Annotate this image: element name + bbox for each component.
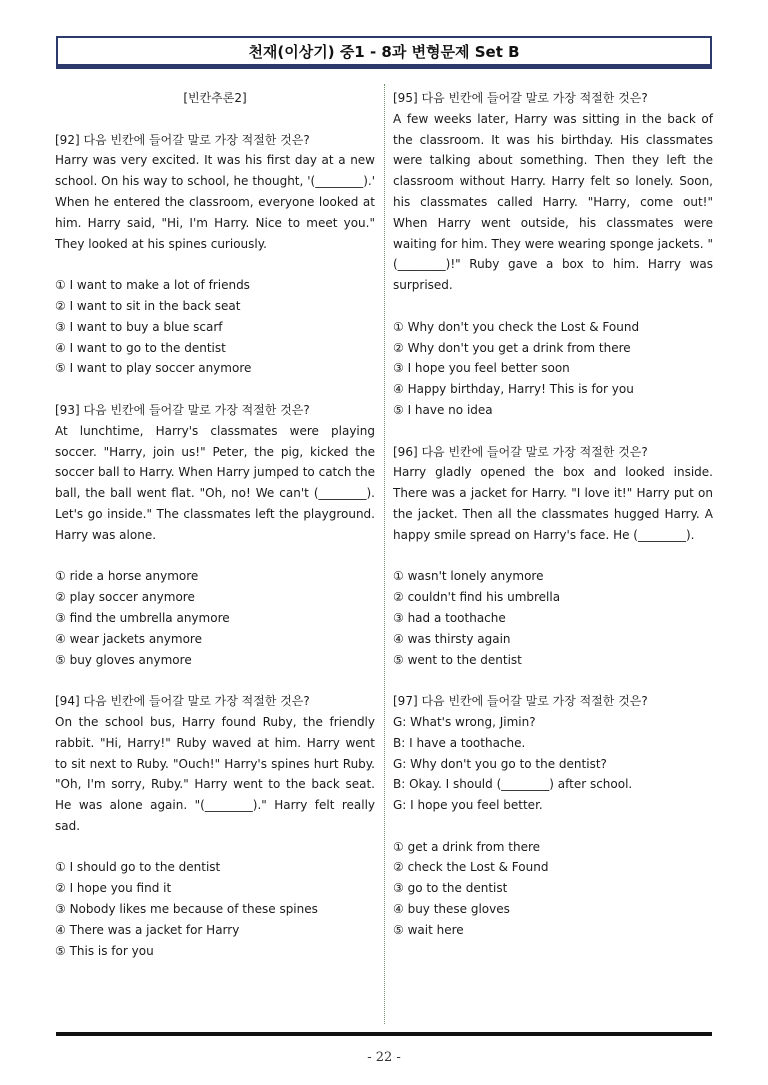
option-item[interactable]: ④ I want to go to the dentist (55, 340, 226, 355)
dialogue-line: G: What's wrong, Jimin? (393, 714, 536, 729)
question-passage: On the school bus, Harry found Ruby, the friendly rabbit. "Hi, Harry!" Ruby waved at him. Harry went to sit next to Ruby. "Ouch!" Harry's spines hurt Ruby. "Oh, I'm sorry, Ruby." Harry went to the back seat. He was alone again. "(________)." Harry felt really sad. (55, 714, 375, 833)
page-title: 천재(이상기) 중1 - 8과 변형문제 Set B (56, 36, 712, 66)
option-item[interactable]: ⑤ I have no idea (393, 402, 493, 417)
option-item[interactable]: ① I want to make a lot of friends (55, 278, 250, 293)
option-item[interactable]: ② Why don't you get a drink from there (393, 340, 631, 355)
question-passage: Harry gladly opened the box and looked inside. There was a jacket for Harry. "I love it!" Harry put on the jacket. Then all the classmates hugged Harry. A happy smile spread on Harry's face. He (________). (393, 465, 713, 542)
option-item[interactable]: ③ find the umbrella anymore (55, 610, 230, 625)
option-list (393, 317, 713, 421)
question-passage: At lunchtime, Harry's classmates were playing soccer. "Harry, join us!" Peter, the pig, kicked the soccer ball to Harry. When Harry jumped to catch the ball, the ball went flat. "Oh, no! We can't (________). Let's go inside." The classmates left the playground. Harry was alone. (55, 423, 375, 542)
dialogue (393, 712, 713, 816)
option-item[interactable]: ③ I want to buy a blue scarf (55, 319, 223, 334)
option-item[interactable]: ① ride a horse anymore (55, 569, 199, 584)
option-item[interactable]: ④ was thirsty again (393, 631, 511, 646)
question-passage: A few weeks later, Harry was sitting in the back of the classroom. It was his birthday. His classmates were talking about something. Then they left the classroom without Harry. Harry felt so lonely. Soon, his classmates called Harry. "Harry, come out!" When Harry went outside, his classmates were waiting for him. They were wearing sponge jackets. "(________)!" Ruby gave a box to him. Harry was surprised. (393, 111, 713, 293)
question-title: [97] 다음 빈칸에 들어갈 말로 가장 적절한 것은? (393, 694, 648, 709)
option-list (55, 275, 375, 379)
question-92 (55, 130, 375, 380)
option-item[interactable]: ② check the Lost & Found (393, 860, 549, 875)
page-number: - 22 - (367, 1050, 401, 1065)
option-item[interactable]: ① Why don't you check the Lost & Found (393, 319, 640, 334)
question-94 (55, 691, 375, 961)
question-title: [96] 다음 빈칸에 들어갈 말로 가장 적절한 것은? (393, 444, 648, 459)
option-list (55, 857, 375, 961)
dialogue-line: G: Why don't you go to the dentist? (393, 756, 607, 771)
option-list (393, 566, 713, 670)
dialogue-line: B: I have a toothache. (393, 735, 526, 750)
option-item[interactable]: ⑤ I want to play soccer anymore (55, 361, 252, 376)
option-item[interactable]: ① wasn't lonely anymore (393, 569, 544, 584)
option-item[interactable]: ③ I hope you feel better soon (393, 361, 570, 376)
footer-rule (56, 1032, 712, 1036)
option-item[interactable]: ⑤ buy gloves anymore (55, 652, 192, 667)
question-title: [92] 다음 빈칸에 들어갈 말로 가장 적절한 것은? (55, 132, 310, 147)
question-97 (393, 691, 713, 941)
question-title: [95] 다음 빈칸에 들어갈 말로 가장 적절한 것은? (393, 91, 648, 105)
option-list (393, 837, 713, 941)
option-item[interactable]: ② couldn't find his umbrella (393, 590, 561, 605)
option-item[interactable]: ④ Happy birthday, Harry! This is for you (393, 382, 634, 397)
option-item[interactable]: ② I hope you find it (55, 881, 172, 896)
dialogue-line: G: I hope you feel better. (393, 798, 543, 813)
question-passage: Harry was very excited. It was his first day at a new school. On his way to school, he thought, '(________).' When he entered the classroom, everyone looked at him. Harry said, "Hi, I'm Harry. Nice to meet you." They looked at his spines curiously. (55, 153, 375, 251)
option-list (55, 566, 375, 670)
option-item[interactable]: ④ buy these gloves (393, 902, 510, 917)
right-column (393, 88, 713, 941)
option-item[interactable]: ③ Nobody likes me because of these spines (55, 902, 318, 917)
option-item[interactable]: ⑤ went to the dentist (393, 652, 522, 667)
question-93 (55, 400, 375, 670)
option-item[interactable]: ⑤ This is for you (55, 943, 154, 958)
section-label: [빈칸추론2] (183, 91, 247, 105)
option-item[interactable]: ④ There was a jacket for Harry (55, 922, 240, 937)
dialogue-line: B: Okay. I should (________) after school. (393, 777, 633, 792)
option-item[interactable]: ④ wear jackets anymore (55, 631, 202, 646)
option-item[interactable]: ③ go to the dentist (393, 881, 508, 896)
question-title: [94] 다음 빈칸에 들어갈 말로 가장 적절한 것은? (55, 694, 310, 709)
option-item[interactable]: ① I should go to the dentist (55, 860, 221, 875)
option-item[interactable]: ③ had a toothache (393, 610, 506, 625)
question-title: [93] 다음 빈칸에 들어갈 말로 가장 적절한 것은? (55, 402, 310, 417)
option-item[interactable]: ① get a drink from there (393, 839, 540, 854)
column-divider (384, 84, 385, 1024)
option-item[interactable]: ② play soccer anymore (55, 590, 195, 605)
question-96 (393, 442, 713, 671)
option-item[interactable]: ⑤ wait here (393, 922, 464, 937)
option-item[interactable]: ② I want to sit in the back seat (55, 298, 241, 313)
left-column (55, 88, 375, 961)
